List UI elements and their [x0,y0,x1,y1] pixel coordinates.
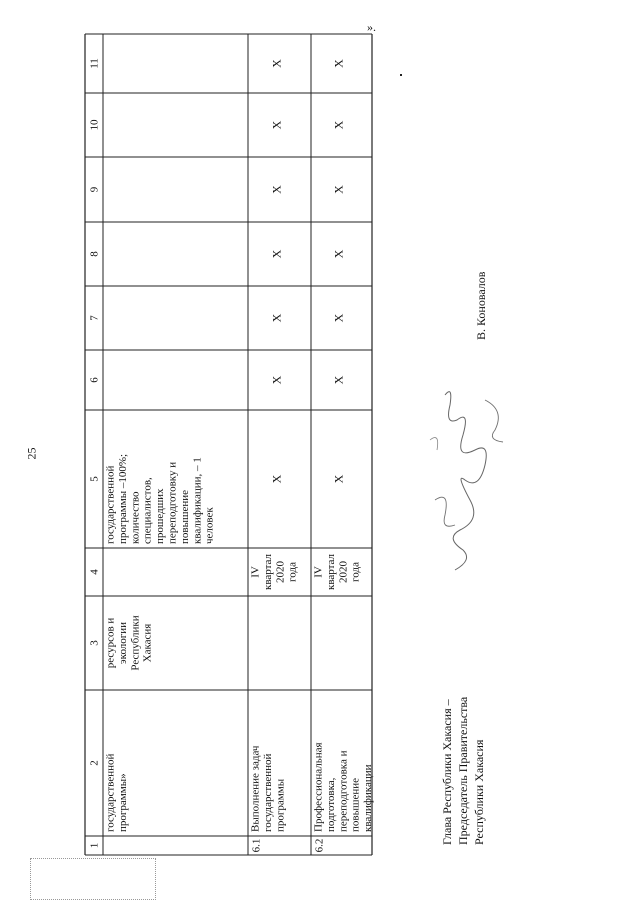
cell-mark: Х [331,375,346,385]
cell-indicator: повышение [178,490,191,544]
cell-executor: ресурсов и [104,617,117,669]
cell-deadline: 2020 [337,561,350,583]
cell-mark: Х [331,249,346,259]
cell-task-name: подготовка, [324,777,337,832]
row-number: 6.2 [313,838,326,853]
column-number-11: 11 [88,58,101,69]
page-number: 25 [24,447,39,460]
cell-task-name: Профессиональная [312,742,325,832]
cell-indicator: прошедших [154,488,167,544]
signatory-title-line: Республики Хакасия [472,739,486,845]
cell-mark: Х [269,249,284,259]
column-number-5: 5 [88,476,101,482]
signatory-name: В. Коновалов [474,271,488,340]
cell-deadline: года [349,562,362,582]
cell-mark: Х [331,185,346,194]
cell-executor: Хакасия [141,623,154,663]
column-number-7: 7 [88,315,101,321]
cell-indicator: Х [269,474,284,484]
handwritten-signature [415,380,525,580]
cell-indicator: переподготовку и [166,461,179,544]
cell-executor: экологии [116,621,129,665]
cell-mark: Х [269,375,284,385]
column-number-2: 2 [88,760,101,766]
cell-task-name: программы» [116,773,129,832]
cell-mark: Х [269,120,284,130]
cell-mark: Х [331,59,346,68]
cell-deadline: IV [312,566,325,578]
cell-indicator: квалификации, – 1 [191,457,204,544]
column-number-9: 9 [88,186,101,193]
row-number: 6.1 [250,838,263,853]
column-number-4: 4 [88,569,101,575]
cell-task-name: квалификации [362,764,375,832]
cell-mark: Х [269,185,284,194]
column-number-1: 1 [88,842,101,849]
cell-mark: Х [331,313,346,323]
cell-deadline: 2020 [274,561,287,583]
registration-stamp [30,858,156,900]
signatory-title-line: Председатель Правительства [456,696,470,845]
cell-task-name: Выполнение задач [249,745,262,832]
cell-task-name: государственной [261,753,274,832]
closing-quote-mark: ». [367,20,376,34]
cell-mark: Х [269,313,284,323]
cell-indicator: программы –100%; [116,453,129,544]
cell-deadline: квартал [261,553,274,591]
cell-deadline: квартал [324,553,337,591]
cell-indicator: государственной [104,465,117,544]
cell-indicator: количество [129,491,142,544]
column-number-8: 8 [88,251,101,257]
cell-executor: Республики [129,615,142,671]
signatory-title-line: Глава Республики Хакасия – [440,699,454,845]
cell-mark: Х [331,120,346,130]
cell-task-name: государственной [104,753,117,832]
cell-deadline: года [286,562,299,582]
cell-deadline: IV [249,566,262,578]
cell-indicator: специалистов, [141,477,154,544]
cell-task-name: повышение [349,778,362,832]
cell-task-name: программы [274,778,287,832]
column-number-3: 3 [88,640,101,646]
stray-dot [400,74,402,76]
cell-mark: Х [269,59,284,68]
column-number-10: 10 [88,119,101,131]
cell-indicator: Х [331,474,346,484]
column-number-6: 6 [88,377,101,383]
cell-indicator: человек [203,507,216,544]
cell-task-name: переподготовка и [337,750,350,832]
